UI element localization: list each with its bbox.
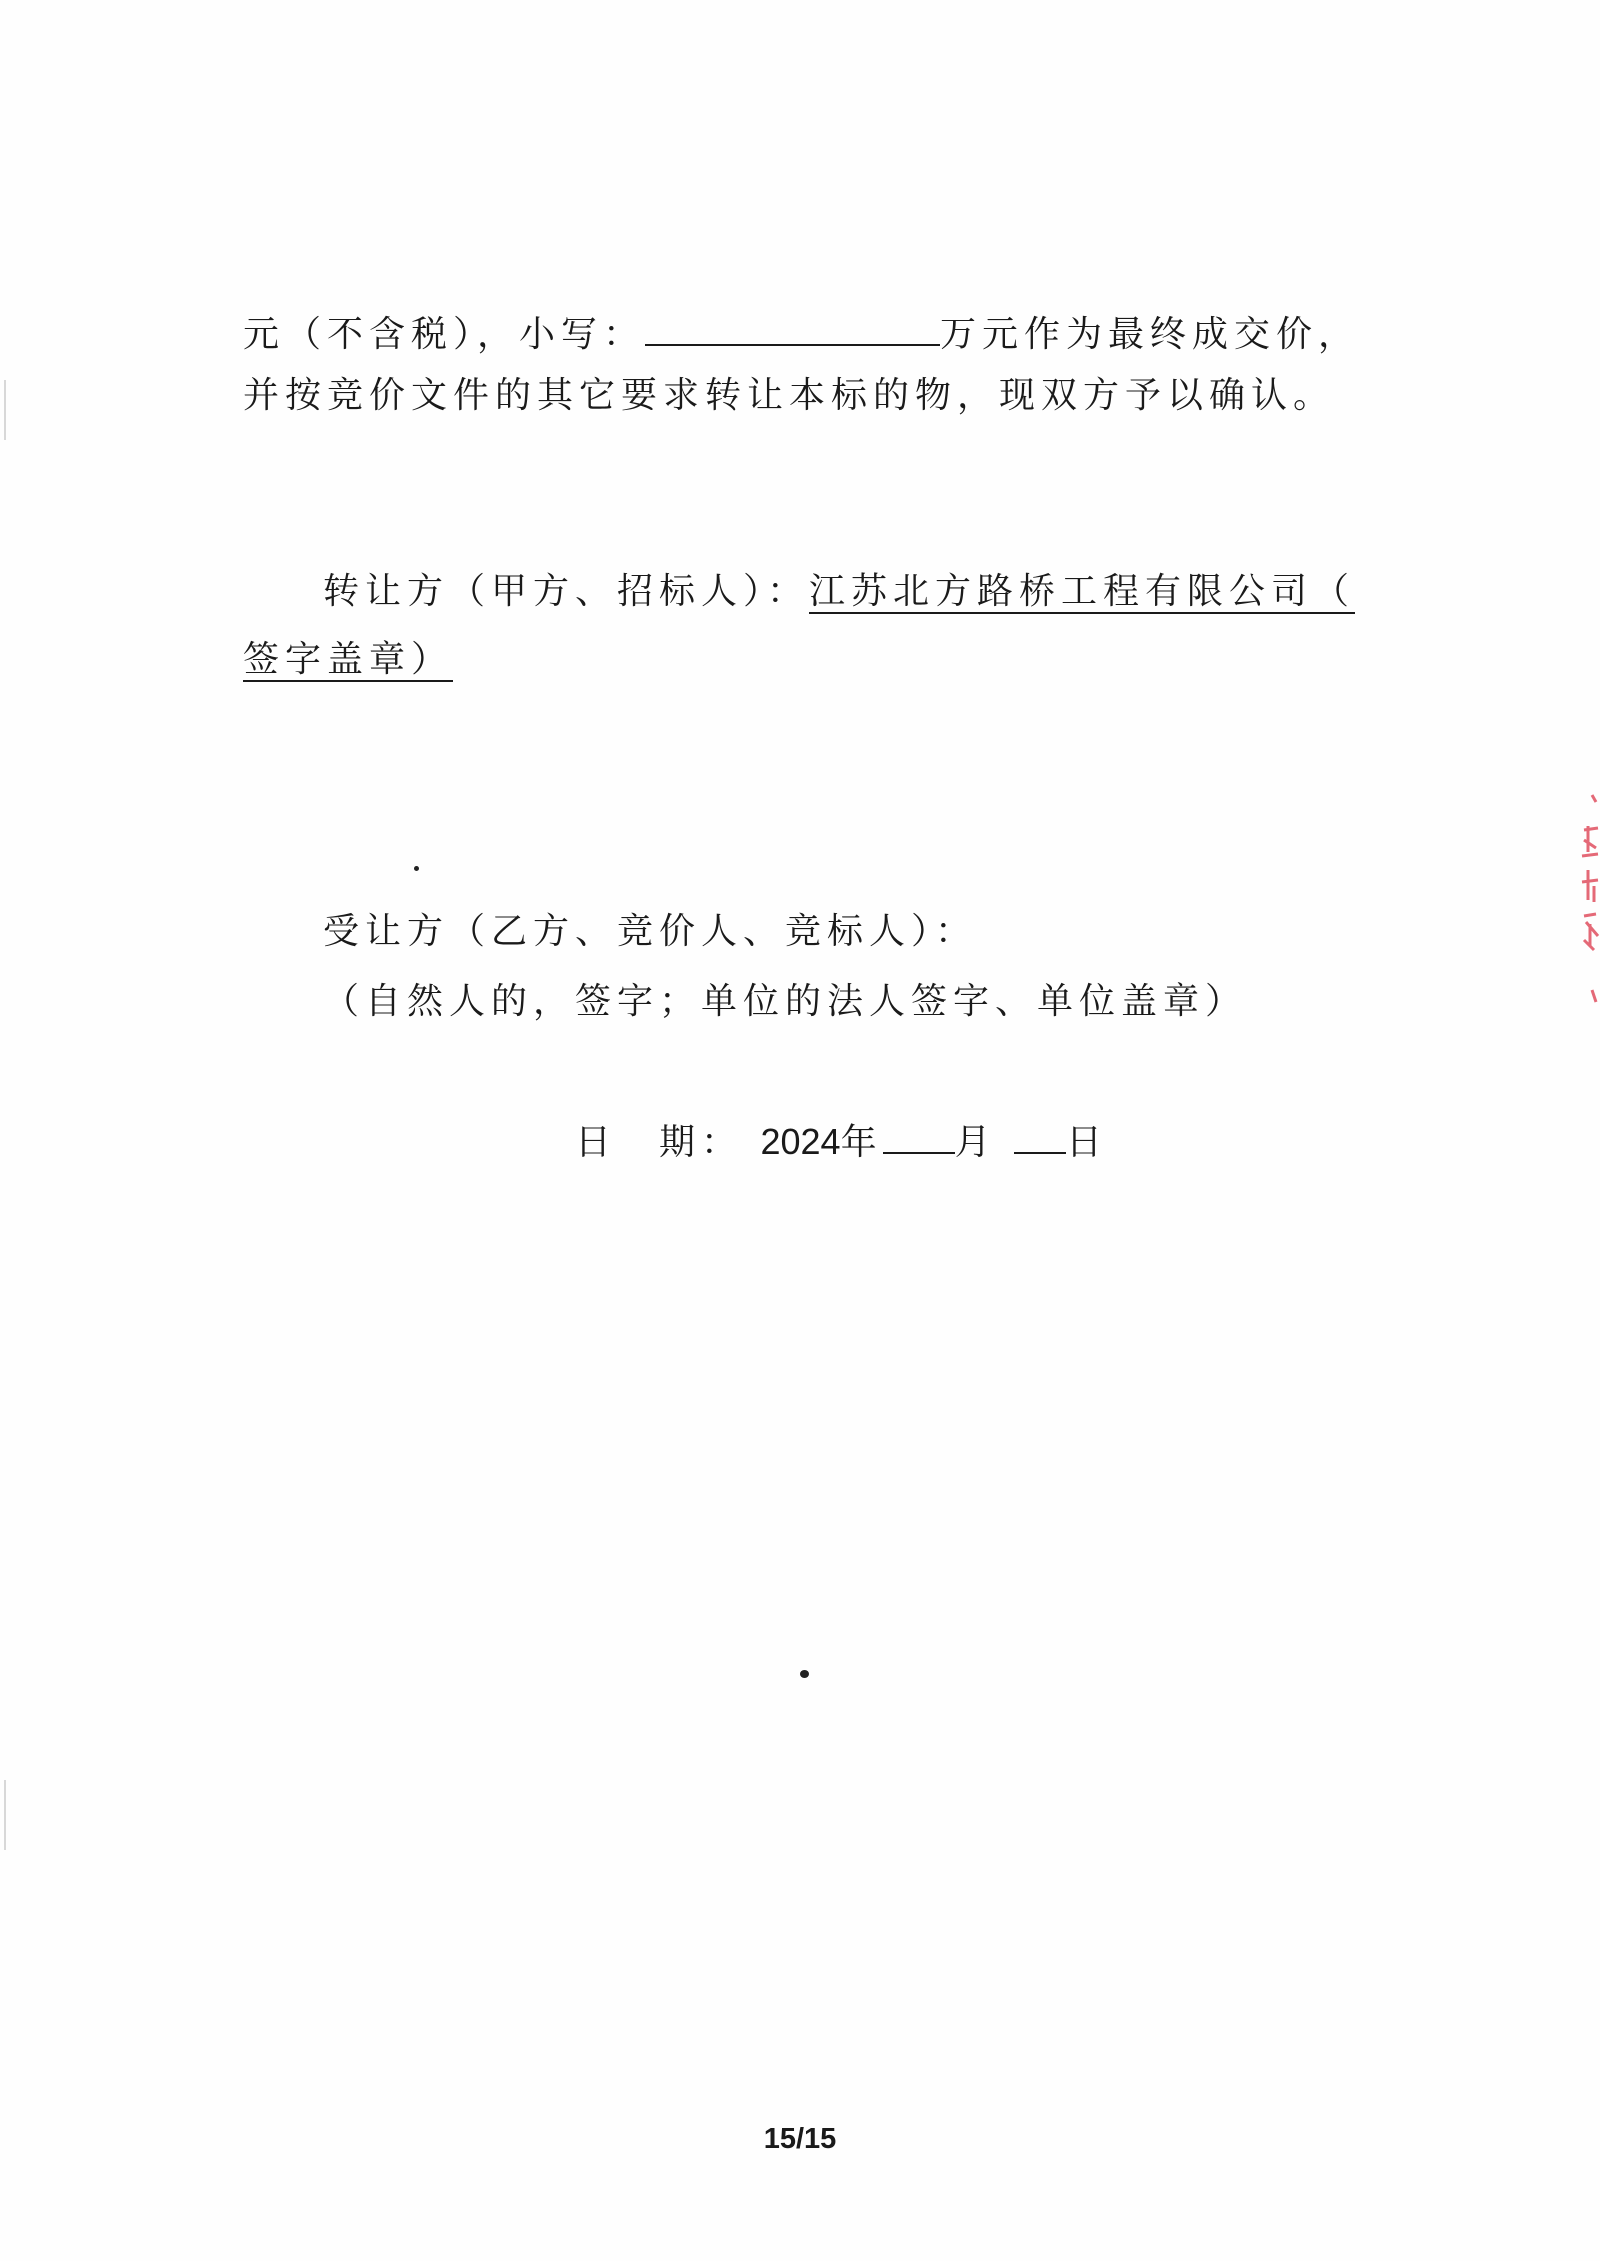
scan-edge-mark: [4, 1780, 6, 1850]
transferee-note-line: [323, 980, 1247, 1024]
scan-edge-mark: [4, 380, 6, 440]
date-year-unit: 年: [840, 1122, 883, 1163]
date-year: 2024: [760, 1121, 841, 1162]
price-sentence-line-1: [243, 306, 1360, 357]
date-day-unit: 日: [1066, 1122, 1109, 1163]
day-blank: [1014, 1114, 1066, 1154]
partial-stamp-icon: [1578, 790, 1600, 1050]
transferor-name: 江苏北方路桥工程有限公司（: [809, 571, 1356, 612]
transferor-line-2: [243, 638, 453, 682]
date-month-unit: 月: [954, 1122, 997, 1163]
date-label: 日 期：: [575, 1122, 744, 1163]
transferee-signature-note: （自然人的，签字；单位的法人签字、单位盖章）: [323, 981, 1248, 1022]
transferor-label: 转让方（甲方、招标人）：: [323, 571, 810, 612]
transferor-sign-note: 签字盖章）: [243, 639, 454, 680]
page-number: 15/15: [763, 2123, 837, 2155]
transferee-line: [323, 910, 977, 954]
confirmation-text: 并按竞价文件的其它要求转让本标的物，现双方予以确认。: [243, 375, 1336, 416]
transferor-line: [323, 570, 1355, 614]
price-sentence-line-2: [243, 374, 1335, 418]
price-suffix-text: 万元作为最终成交价，: [940, 314, 1361, 355]
scan-speck: [800, 1670, 809, 1678]
transferee-label: 受让方（乙方、竞价人、竞标人）：: [323, 911, 978, 952]
amount-blank: [645, 306, 940, 346]
date-line: [575, 1114, 1108, 1165]
price-prefix-text: 元（不含税），小写：: [243, 314, 646, 355]
month-blank: [883, 1114, 955, 1154]
scan-speck: [414, 866, 419, 871]
